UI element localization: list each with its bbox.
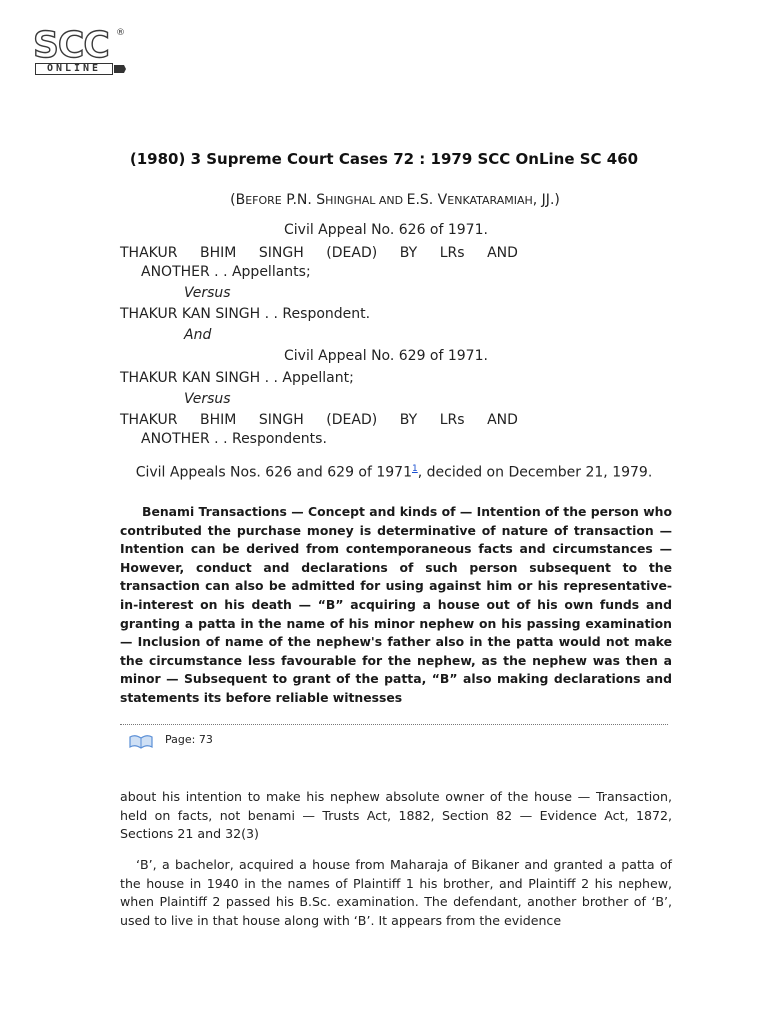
book-icon	[128, 733, 154, 749]
party-word: LRs	[439, 245, 465, 261]
body-paragraph-2: ‘B’, a bachelor, acquired a house from Maharaja of Bikaner and granted a patta of the house in 1940 in the names of Plaintiff 1 his brother, and Plaintiff 2 his nephew, when Plaintiff 2 passed his B.Sc. examination. The defendant, another brother of ‘B’, used to live in that house along with ‘B’. It appears from the evidence	[120, 857, 672, 928]
bench-and: AND	[375, 194, 407, 207]
party-word: BHIM	[199, 412, 237, 428]
scc-online-logo	[33, 25, 133, 82]
party-line-1b: ANOTHER . . Appellants;	[141, 264, 311, 280]
and-label: And	[184, 327, 212, 343]
party-word: LRs	[439, 412, 465, 428]
logo-registered-mark: ®	[116, 28, 125, 38]
decided-line	[120, 457, 668, 483]
case-title: (1980) 3 Supreme Court Cases 72 : 1979 SCC OnLine SC 460	[129, 150, 639, 168]
party-word: SINGH	[258, 412, 304, 428]
bench-judge1-b: HINGHAL	[325, 194, 376, 207]
headnote: Benami Transactions — Concept and kinds of — Intention of the person who contributed the purchase money is determinative of nature of transaction — Intention can be derived from contemporaneous facts and circumstances — However, conduct and declarations of such person subsequent to the transaction can also be admitted for using against him or his representative-in-interest on his death — “B” acquiring a house out of his own funds and granting a patta in the name of his minor nephew on his passing examination — Inclusion of name of the nephew's father also in the patta would not make the circumstance less favourable for the nephew, as the nephew was then a minor — Subsequent to grant of the patta, “B” also making declarations and statements its before reliable witnesses	[120, 504, 672, 705]
party-word: BY	[399, 412, 418, 428]
versus-2: Versus	[184, 391, 231, 407]
party-word: (DEAD)	[326, 245, 378, 261]
versus-1: Versus	[184, 285, 231, 301]
body-paragraph-1: about his intention to make his nephew absolute owner of the house — Transaction, held on facts, not benami — Trusts Act, 1882, Section 82 — Evidence Act, 1872, Sections 21 and 32(3)	[120, 789, 672, 841]
party-word: BHIM	[199, 245, 237, 261]
party-word: AND	[487, 412, 518, 428]
party-word: (DEAD)	[326, 412, 378, 428]
logo-online-text: ONLINE	[35, 63, 113, 75]
bench-line	[0, 192, 768, 208]
party-line-4b: ANOTHER . . Respondents.	[141, 431, 327, 447]
party-word: AND	[487, 245, 518, 261]
footnote-link[interactable]: 1	[412, 464, 418, 474]
logo-tag-icon	[114, 64, 126, 74]
bench-judge2-b: ENKATARAMIAH	[447, 194, 533, 207]
party-word: BY	[399, 245, 418, 261]
bench-open: (B	[230, 192, 246, 208]
party-word: SINGH	[258, 245, 304, 261]
party-word: THAKUR	[120, 245, 178, 261]
bench-judge2-a: E.S. V	[406, 192, 448, 208]
party-line-4	[120, 412, 518, 428]
appeal-number-1: Civil Appeal No. 626 of 1971.	[284, 222, 488, 238]
decided-date: , decided on December 21, 1979.	[417, 464, 653, 481]
page-label: Page: 73	[165, 733, 213, 746]
bench-judge1-a: P.N. S	[281, 192, 326, 208]
logo-brand: SCC	[33, 25, 109, 66]
appeal-number-2: Civil Appeal No. 629 of 1971.	[284, 348, 488, 364]
party-line-1	[120, 245, 518, 261]
page-divider	[120, 724, 668, 725]
decided-text: Civil Appeals Nos. 626 and 629 of 1971	[135, 464, 412, 481]
party-line-2: THAKUR KAN SINGH . . Respondent.	[120, 306, 371, 322]
bench-close: , JJ.)	[532, 192, 560, 208]
party-word: THAKUR	[120, 412, 178, 428]
bench-before: EFORE	[245, 194, 282, 207]
party-line-3: THAKUR KAN SINGH . . Appellant;	[120, 370, 354, 386]
